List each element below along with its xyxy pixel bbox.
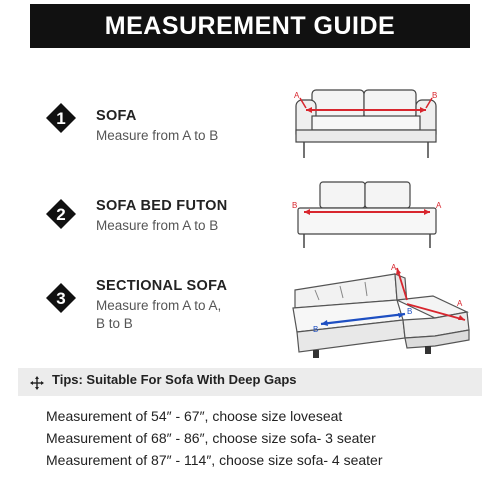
step-sofa <box>0 70 500 170</box>
step-number-3-icon <box>45 282 77 314</box>
step-3-title: SECTIONAL SOFA <box>96 278 228 294</box>
step-number-1-icon <box>45 102 77 134</box>
size-line-loveseat: Measurement of 54″ - 67″, choose size loveseat <box>46 408 343 424</box>
size-line-4-seater: Measurement of 87″ - 114″, choose size sofa- 4 seater <box>46 452 383 468</box>
svg-text:3: 3 <box>56 289 66 308</box>
label-a: A <box>436 201 442 210</box>
header <box>0 0 500 52</box>
futon-illustration <box>282 178 450 254</box>
label-b: B <box>407 307 413 316</box>
tips-text: Tips: Suitable For Sofa With Deep Gaps <box>52 372 297 387</box>
label-b: B <box>432 91 438 100</box>
step-sectional-sofa <box>0 258 500 368</box>
label-a: A <box>457 299 463 308</box>
step-sofa-bed-futon <box>0 170 500 258</box>
sectional-illustration <box>285 260 475 364</box>
crosshair-arrows-icon <box>30 376 44 390</box>
sofa-illustration <box>282 78 450 166</box>
label-a: A <box>294 91 300 100</box>
svg-text:2: 2 <box>56 205 66 224</box>
step-2-desc: Measure from A to B <box>96 218 219 233</box>
page-title: MEASUREMENT GUIDE <box>30 4 470 48</box>
step-1-title: SOFA <box>96 108 137 124</box>
label-b: B <box>313 325 319 334</box>
step-3-desc-line1: Measure from A to A, <box>96 298 222 313</box>
svg-text:1: 1 <box>56 109 66 128</box>
size-line-3-seater: Measurement of 68″ - 86″, choose size sofa- 3 seater <box>46 430 376 446</box>
step-2-title: SOFA BED FUTON <box>96 198 228 214</box>
step-number-2-icon <box>45 198 77 230</box>
label-a: A <box>391 263 397 272</box>
step-1-desc: Measure from A to B <box>96 128 219 143</box>
label-b: B <box>292 201 298 210</box>
step-3-desc-line2: B to B <box>96 316 133 331</box>
